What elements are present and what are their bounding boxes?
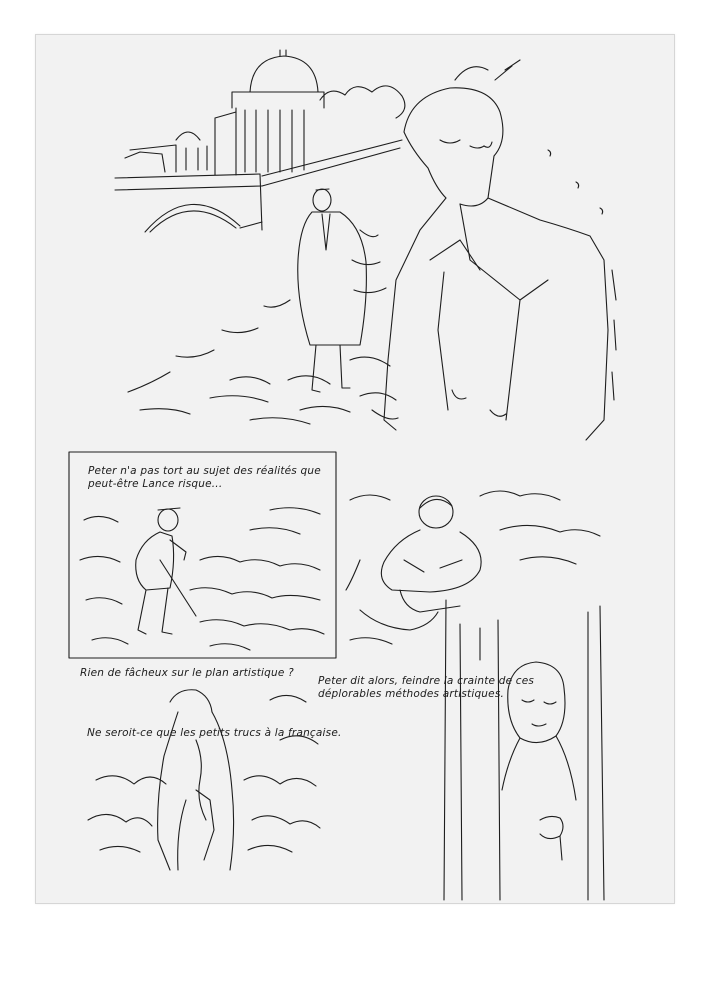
crouching-figure	[381, 496, 481, 612]
woman-figure	[158, 690, 234, 870]
field-furrows	[80, 508, 324, 650]
large-man-portrait	[384, 88, 616, 440]
caption-seroit-ce: Ne seroit-ce que les petits trucs à la française.	[87, 727, 342, 739]
digging-figure	[136, 508, 196, 634]
city-skyline	[125, 50, 520, 175]
caption-peter-tort: Peter n'a pas tort au sujet des réalités que peut-être Lance risque...	[88, 465, 321, 490]
caption-rien-facheux: Rien de fâcheux sur le plan artistique ?	[80, 667, 294, 679]
bushes	[88, 695, 320, 852]
doorway	[444, 600, 604, 900]
caption-peter-feindre: Peter dit alors, feindre la crainte de ces déplorables méthodes artistiques.	[318, 675, 535, 700]
rocky-ground	[346, 491, 600, 644]
riverbank-ground	[128, 230, 398, 424]
